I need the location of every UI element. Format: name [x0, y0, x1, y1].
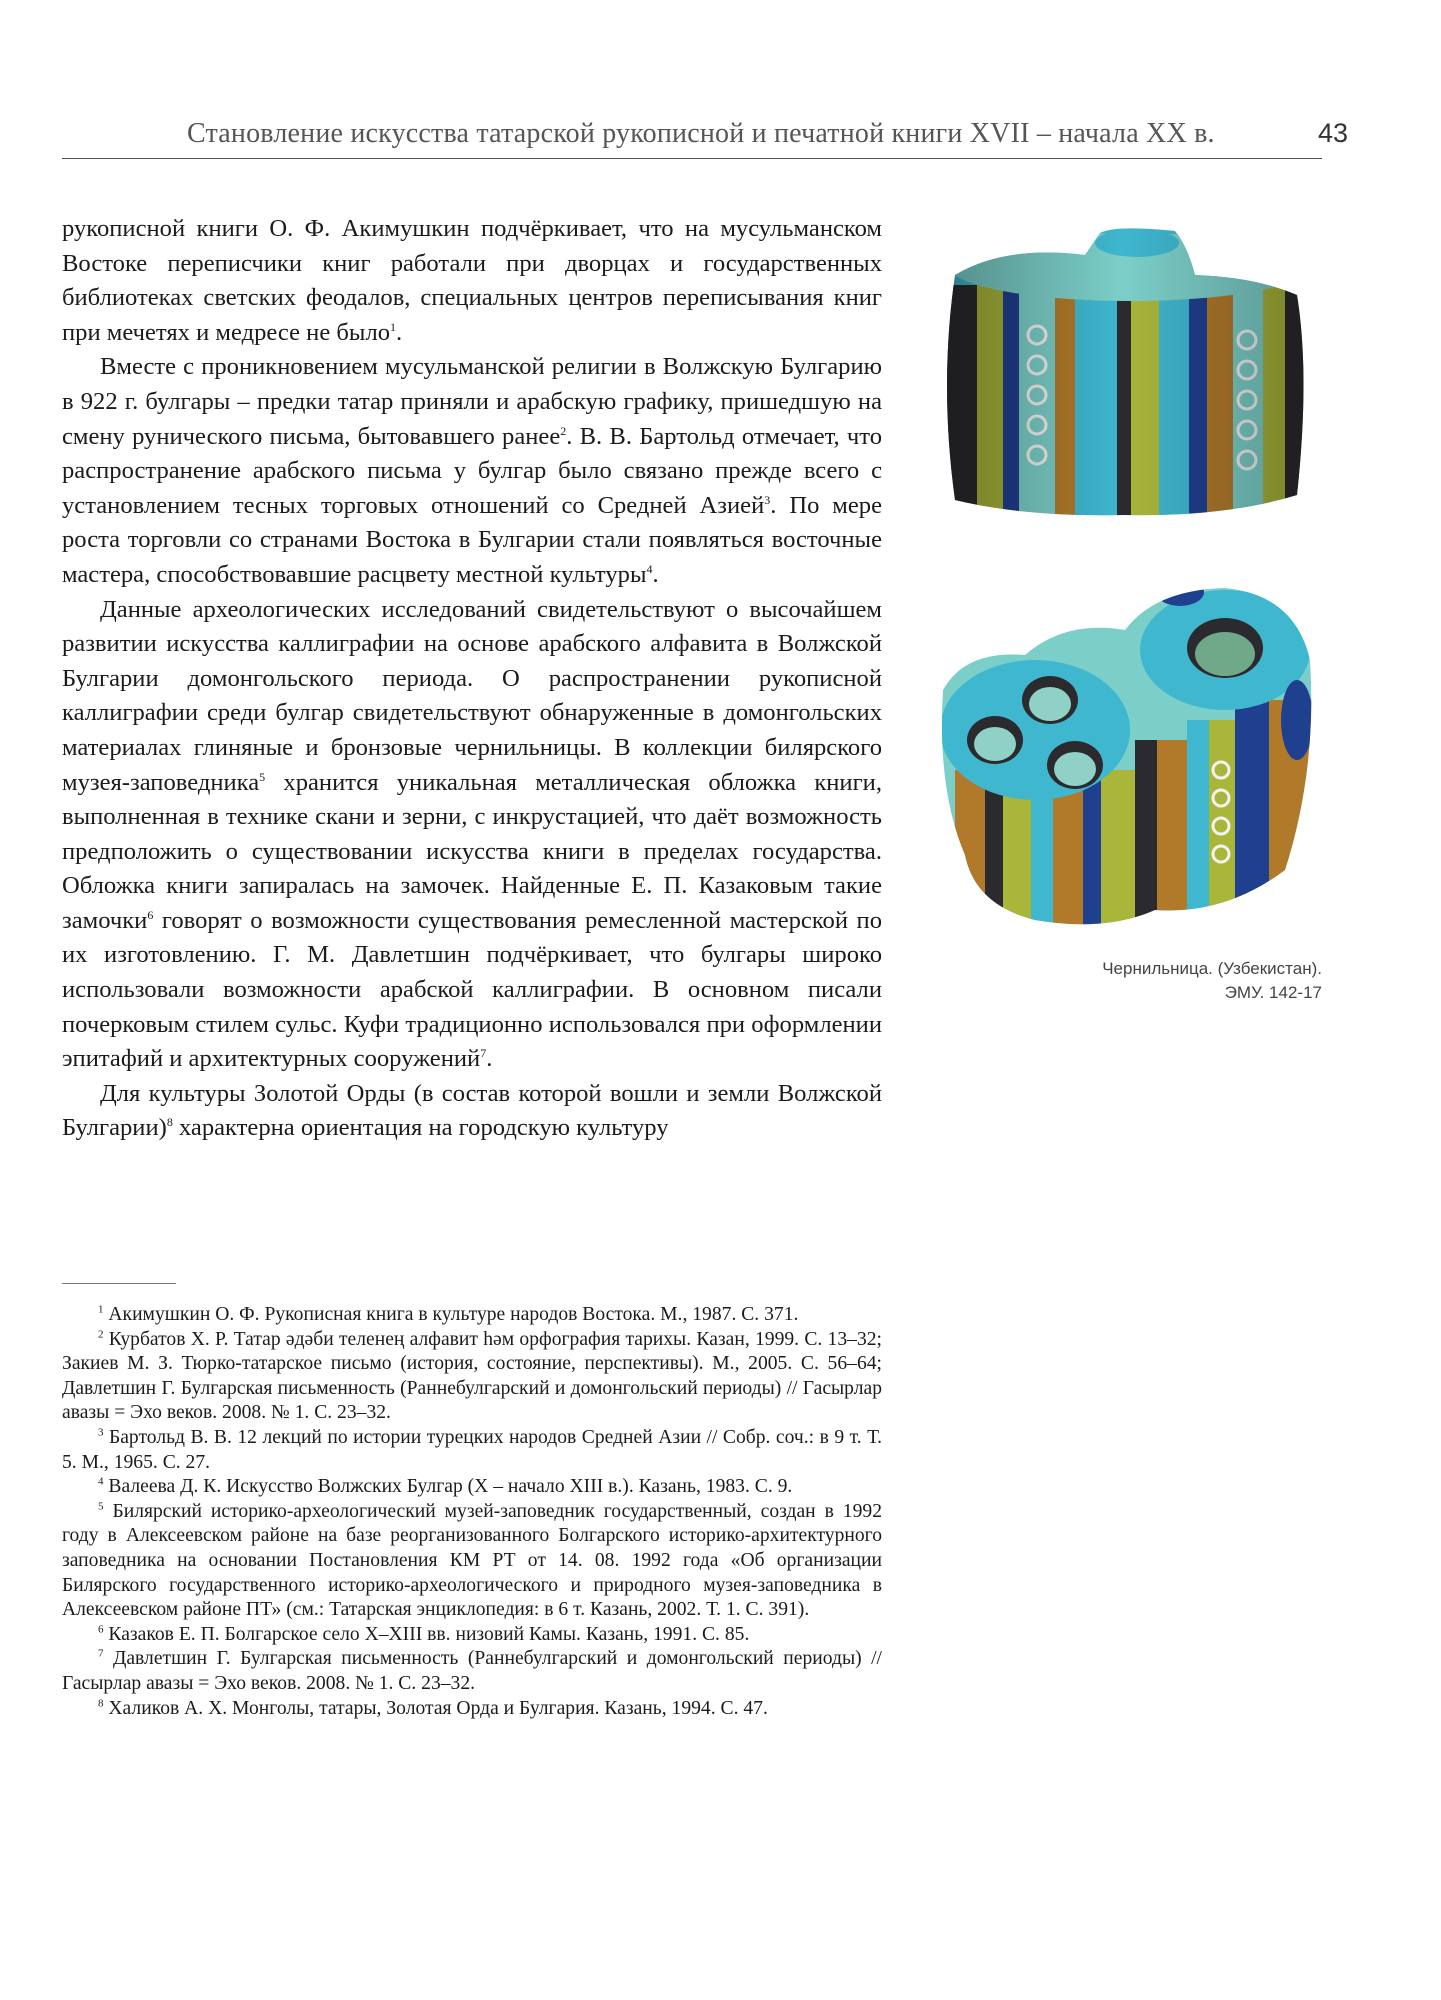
running-header [62, 114, 1322, 159]
footnote-5: $^5$ Билярский историко-археологический музей-заповедник государственный, создан в 1992 году в Алексеевском районе на базе реорганизованного Болгарского историко-архитектурного заповедника на основании Постановления КМ РТ от 14. 08. 1992 года «Об организации Билярского государственного историко-археологического и природного музея-заповедника в Алексеевском районе ПТ» (см.: Татарская энциклопедия: в 6 т. Казань, 2002. Т. 1. С. 391). [62, 1500, 882, 1621]
footnote-7: $^7$ Давлетшин Г. Булгарская письменность (Раннебулгарский и домонгольский периоды) // Гасырлар авазы = Эхо веков. 2008. № 1. С. 23–32. [62, 1647, 882, 1694]
inkwell-photo-top [925, 570, 1320, 935]
footnote-4: $^4$ Валеева Д. К. Искусство Волжских Булгар (Х – начало XIII в.). Казань, 1983. С. 9. [98, 1475, 793, 1498]
caption-line-2: ЭМУ. 142-17 [1224, 983, 1322, 1002]
page-number: 43 [1318, 118, 1349, 148]
footnotes [62, 1303, 882, 1721]
running-title: Становление искусства татарской рукописной и печатной книги XVII – начала XX в. [187, 118, 1215, 149]
footnote-ref[interactable]: 8 [166, 1115, 173, 1130]
footnote-ref[interactable]: 2 [560, 423, 567, 438]
footnote-2: $^2$ Курбатов Х. Р. Татар әдәби теленең алфавит һәм орфография тарихы. Казан, 1999. С. 13–32; Закиев М. З. Тюрко-татарское письмо (история, состояние, перспективы). М., 2005. С. 56–64; Давлетшин Г. Булгарская письменность (Раннебулгарский и домонгольский периоды) // Гасырлар авазы = Эхо веков. 2008. № 1. С. 23–32. [62, 1328, 882, 1424]
footnote-ref[interactable]: 5 [259, 769, 266, 784]
footnote-ref[interactable]: 4 [646, 561, 653, 576]
figure-caption [1000, 957, 1322, 1005]
footnote-ref[interactable]: 3 [764, 492, 771, 507]
footnote-divider [62, 1283, 176, 1284]
caption-line-1: Чернильница. (Узбекистан). [1102, 959, 1322, 978]
main-text-column [62, 212, 882, 1146]
paragraph-3: Данные археологических исследований свидетельствуют о высочайшем развитии искусства каллиграфии на основе арабского алфавита в Волжской Булгарии домонгольского периода. О распространении рукописной каллиграфии среди булгар свидетельствуют обнаруженные в домонгольских материалах глиняные и бронзовые чернильницы. В коллекции билярского музея-заповедника$^5$ хранится уникальная металлическая обложка книги, выполненная в технике скани и зерни, с инкрустацией, что даёт возможность предположить о существовании искусства книги в пределах государства. Обложка книги запиралась на замочек. Найденные Е. П. Казаковым такие замочки$^6$ говорят о возможности существования ремесленной мастерской по их изготовлению. Г. М. Давлетшин подчёркивает, что булгары широко использовали возможности арабской каллиграфии. В основном писали почерковым стилем сульс. Куфи традиционно использовался при оформлении эпитафий и архитектурных сооружений$^7$. [62, 595, 882, 1073]
footnote-1: $^1$ Акимушкин О. Ф. Рукописная книга в культуре народов Востока. М., 1987. С. 371. [98, 1303, 799, 1325]
footnote-ref[interactable]: 7 [480, 1046, 487, 1061]
footnote-ref[interactable]: 1 [390, 319, 397, 334]
paragraph-1: рукописной книги О. Ф. Акимушкин подчёркивает, что на мусульманском Востоке переписчики книг работали при дворцах и государственных библиотеках светских феодалов, специальных центров переписывания книг при мечетях и медресе не было$^1$. [62, 215, 882, 346]
footnote-3: $^3$ Бартольд В. В. 12 лекций по истории турецких народов Средней Азии // Собр. соч.: в 9 т. Т. 5. М., 1965. С. 27. [62, 1426, 882, 1473]
paragraph-4: Для культуры Золотой Орды (в состав которой вошли и земли Волжской Булгарии)$^8$ характерна ориентация на городскую культуру [62, 1079, 882, 1142]
inkwell-photo-side [925, 225, 1320, 530]
paragraph-2: Вместе с проникновением мусульманской религии в Волжскую Булгарию в 922 г. булгары – предки татар приняли и арабскую графику, пришедшую на смену рунического письма, бытовавшего ранее$^2$. В. В. Бартольд отмечает, что распространение арабского письма у булгар было связано прежде всего с установлением тесных торговых отношений со Средней Азией$^3$. По мере роста торговли со странами Востока в Булгарии стали появляться восточные мастера, способствовавшие расцвету местной культуры$^4$. [62, 353, 882, 588]
footnote-6: $^6$ Казаков Е. П. Болгарское село X–XIII вв. низовий Камы. Казань, 1991. С. 85. [98, 1623, 750, 1645]
footnote-ref[interactable]: 6 [147, 907, 154, 922]
footnote-8: $^8$ Халиков А. Х. Монголы, татары, Золотая Орда и Булгария. Казань, 1994. С. 47. [98, 1696, 768, 1719]
